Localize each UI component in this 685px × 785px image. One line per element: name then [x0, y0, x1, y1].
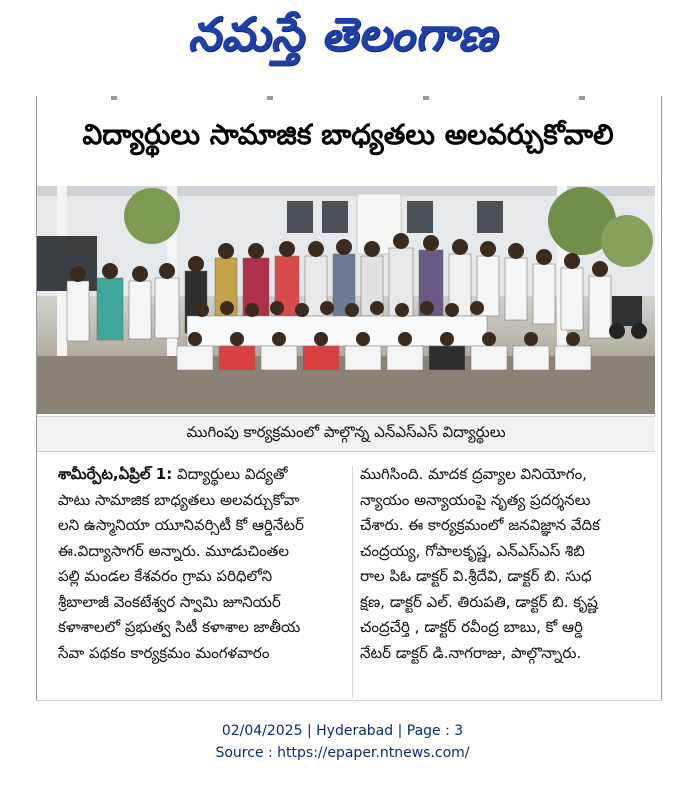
- article-text-left: విద్యార్థులు విద్యతో పాటు సామాజిక బాధ్యతలు అలవర్చుకోవా లని ఉస్మానియా యూనివర్సిటీ కో ఆర్డినేటర్ ఈ.విద్యాసాగర్ అన్నారు. మూడుచింతల పల్లి మండల కేశవరం గ్రామ పరిధిలోని శ్రీబాలాజీ వెంకటేశ్వర స్వామి జూనియర్ కళాశాలలో ప్రభుత్వ సిటీ కళాశాల జాతీయ సేవా పథకం కార్యక్రమం మంగళవారం: [58, 465, 304, 662]
- footer: [0, 720, 685, 764]
- group-photo-illustration: [37, 186, 655, 414]
- clipping-top-edge: [36, 96, 660, 102]
- dateline: శామీర్పేట,ఏప్రిల్ 1:: [58, 465, 173, 483]
- article-body: [58, 462, 656, 702]
- photo-caption: ముగింపు కార్యక్రమంలో పాల్గొన్న ఎన్ఎస్ఎస్ విద్యార్థులు: [37, 416, 655, 452]
- article-column-right: ముగిసింది. మాదక ద్రవ్యాల వినియోగం, న్యాయం అన్యాయంపై నృత్య ప్రదర్శనలు చేశారు. ఈ కార్యక్రమంలో జనవిజ్ఞాన వేదిక చంద్రయ్య, గోపాలకృష్ణ, ఎన్ఎస్ఎస్ శిబి రాల పిఓ డాక్టర్ వి.శ్రీదేవి, డాక్టర్ బి. సుధ క్షణ, డాక్టర్ ఎల్. తిరుపతి, డాక్టర్ బి. కృష్ణ చంద్రచేర్తి , డాక్టర్ రవీంద్ర బాబు, కో ఆర్డి నేటర్ డాక్టర్ డి.నాగరాజు, పాల్గొన్నారు.: [360, 465, 600, 662]
- group-photo: [37, 186, 655, 414]
- article-headline: విద్యార్థులు సామాజిక బాధ్యతలు అలవర్చుకోవాలి: [82, 118, 614, 151]
- footer-date-edition: 02/04/2025 | Hyderabad | Page : 3: [221, 723, 464, 739]
- footer-source: Source : https://epaper.ntnews.com/: [215, 745, 470, 761]
- masthead-logo: నమస్తే తెలంగాణ: [187, 7, 498, 61]
- masthead: [0, 0, 685, 80]
- article-column-left: [58, 462, 350, 702]
